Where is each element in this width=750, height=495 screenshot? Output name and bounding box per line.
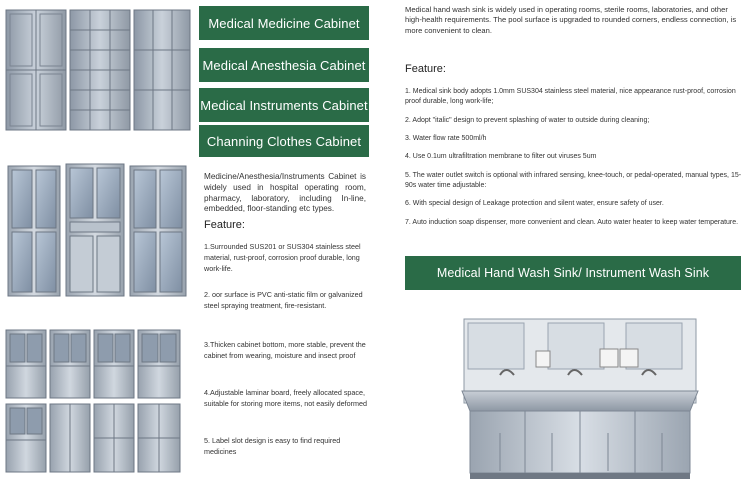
cabinet-feature-heading: Feature: [204, 219, 245, 231]
cabinet-description: Medicine/Anesthesia/Instruments Cabinet is widely used in hospital operating room, pharmacy, laboratory, including In-line, embedded, floor-standing etc types. [204, 172, 366, 214]
sink-feature-heading: Feature: [405, 63, 446, 75]
stainless-steel-cabinets-photo [4, 4, 192, 132]
hand-wash-sink-banner: Medical Hand Wash Sink/ Instrument Wash Sink [405, 256, 741, 290]
sink-feature-1: 1. Medical sink body adopts 1.0mm SUS304 stainless steel material, nice appearance rust-proof, corrosion proof durable, long work-life; [405, 88, 736, 105]
sink-description: Medical hand wash sink is widely used in operating rooms, sterile rooms, laboratories, and other high-health requirements. The pool surface is upgraded to rounded corners, endless connection, is more convenient to clean. [405, 5, 737, 35]
sink-feature-5: 5. The water outlet switch is optional with infrared sensing, knee-touch, or pedal-operated, manual types, 15-90s water time adjustable: [405, 172, 742, 189]
sink-feature-7: 7. Auto induction soap dispenser, more convenient and clean. Auto water heater to keep water temperature. [405, 219, 739, 226]
medicine-cabinet-banner: Medical Medicine Cabinet [199, 6, 369, 40]
sink-feature-6: 6. With special design of Leakage protection and silent water, ensure safety of user. [405, 200, 664, 207]
glass-door-cabinets-photo [4, 160, 192, 300]
sink-feature-3: 3. Water flow rate 500ml/h [405, 135, 487, 142]
cabinet-feature-3: 3.Thicken cabinet bottom, more stable, prevent the cabinet from wearing, moisture and insect proof [204, 340, 366, 360]
cabinet-feature-4: 4.Adjustable laminar board, freely allocated space, suitable for storing more items, not easily deformed [204, 388, 367, 408]
clothes-cabinet-banner: Channing Clothes Cabinet [199, 125, 369, 157]
hand-wash-sink-photo [460, 313, 700, 483]
cabinet-variants-photo [4, 328, 184, 474]
sink-feature-2: 2. Adopt "italic" design to prevent splashing of water to outside during cleaning; [405, 117, 650, 124]
cabinet-feature-1: 1.Surrounded SUS201 or SUS304 stainless steel material, rust-proof, corrosion proof durable, long work-life. [204, 242, 361, 273]
instruments-cabinet-banner: Medical Instruments Cabinet [199, 88, 369, 122]
cabinet-feature-5: 5. Label slot design is easy to find required medicines [204, 436, 341, 456]
cabinet-feature-2: 2. oor surface is PVC anti-static film or galvanized steel spraying treatment, fire-resistant. [204, 290, 363, 310]
anesthesia-cabinet-banner: Medical Anesthesia Cabinet [199, 48, 369, 82]
sink-feature-4: 4. Use 0.1um ultrafiltration membrane to filter out viruses 5um [405, 153, 597, 160]
